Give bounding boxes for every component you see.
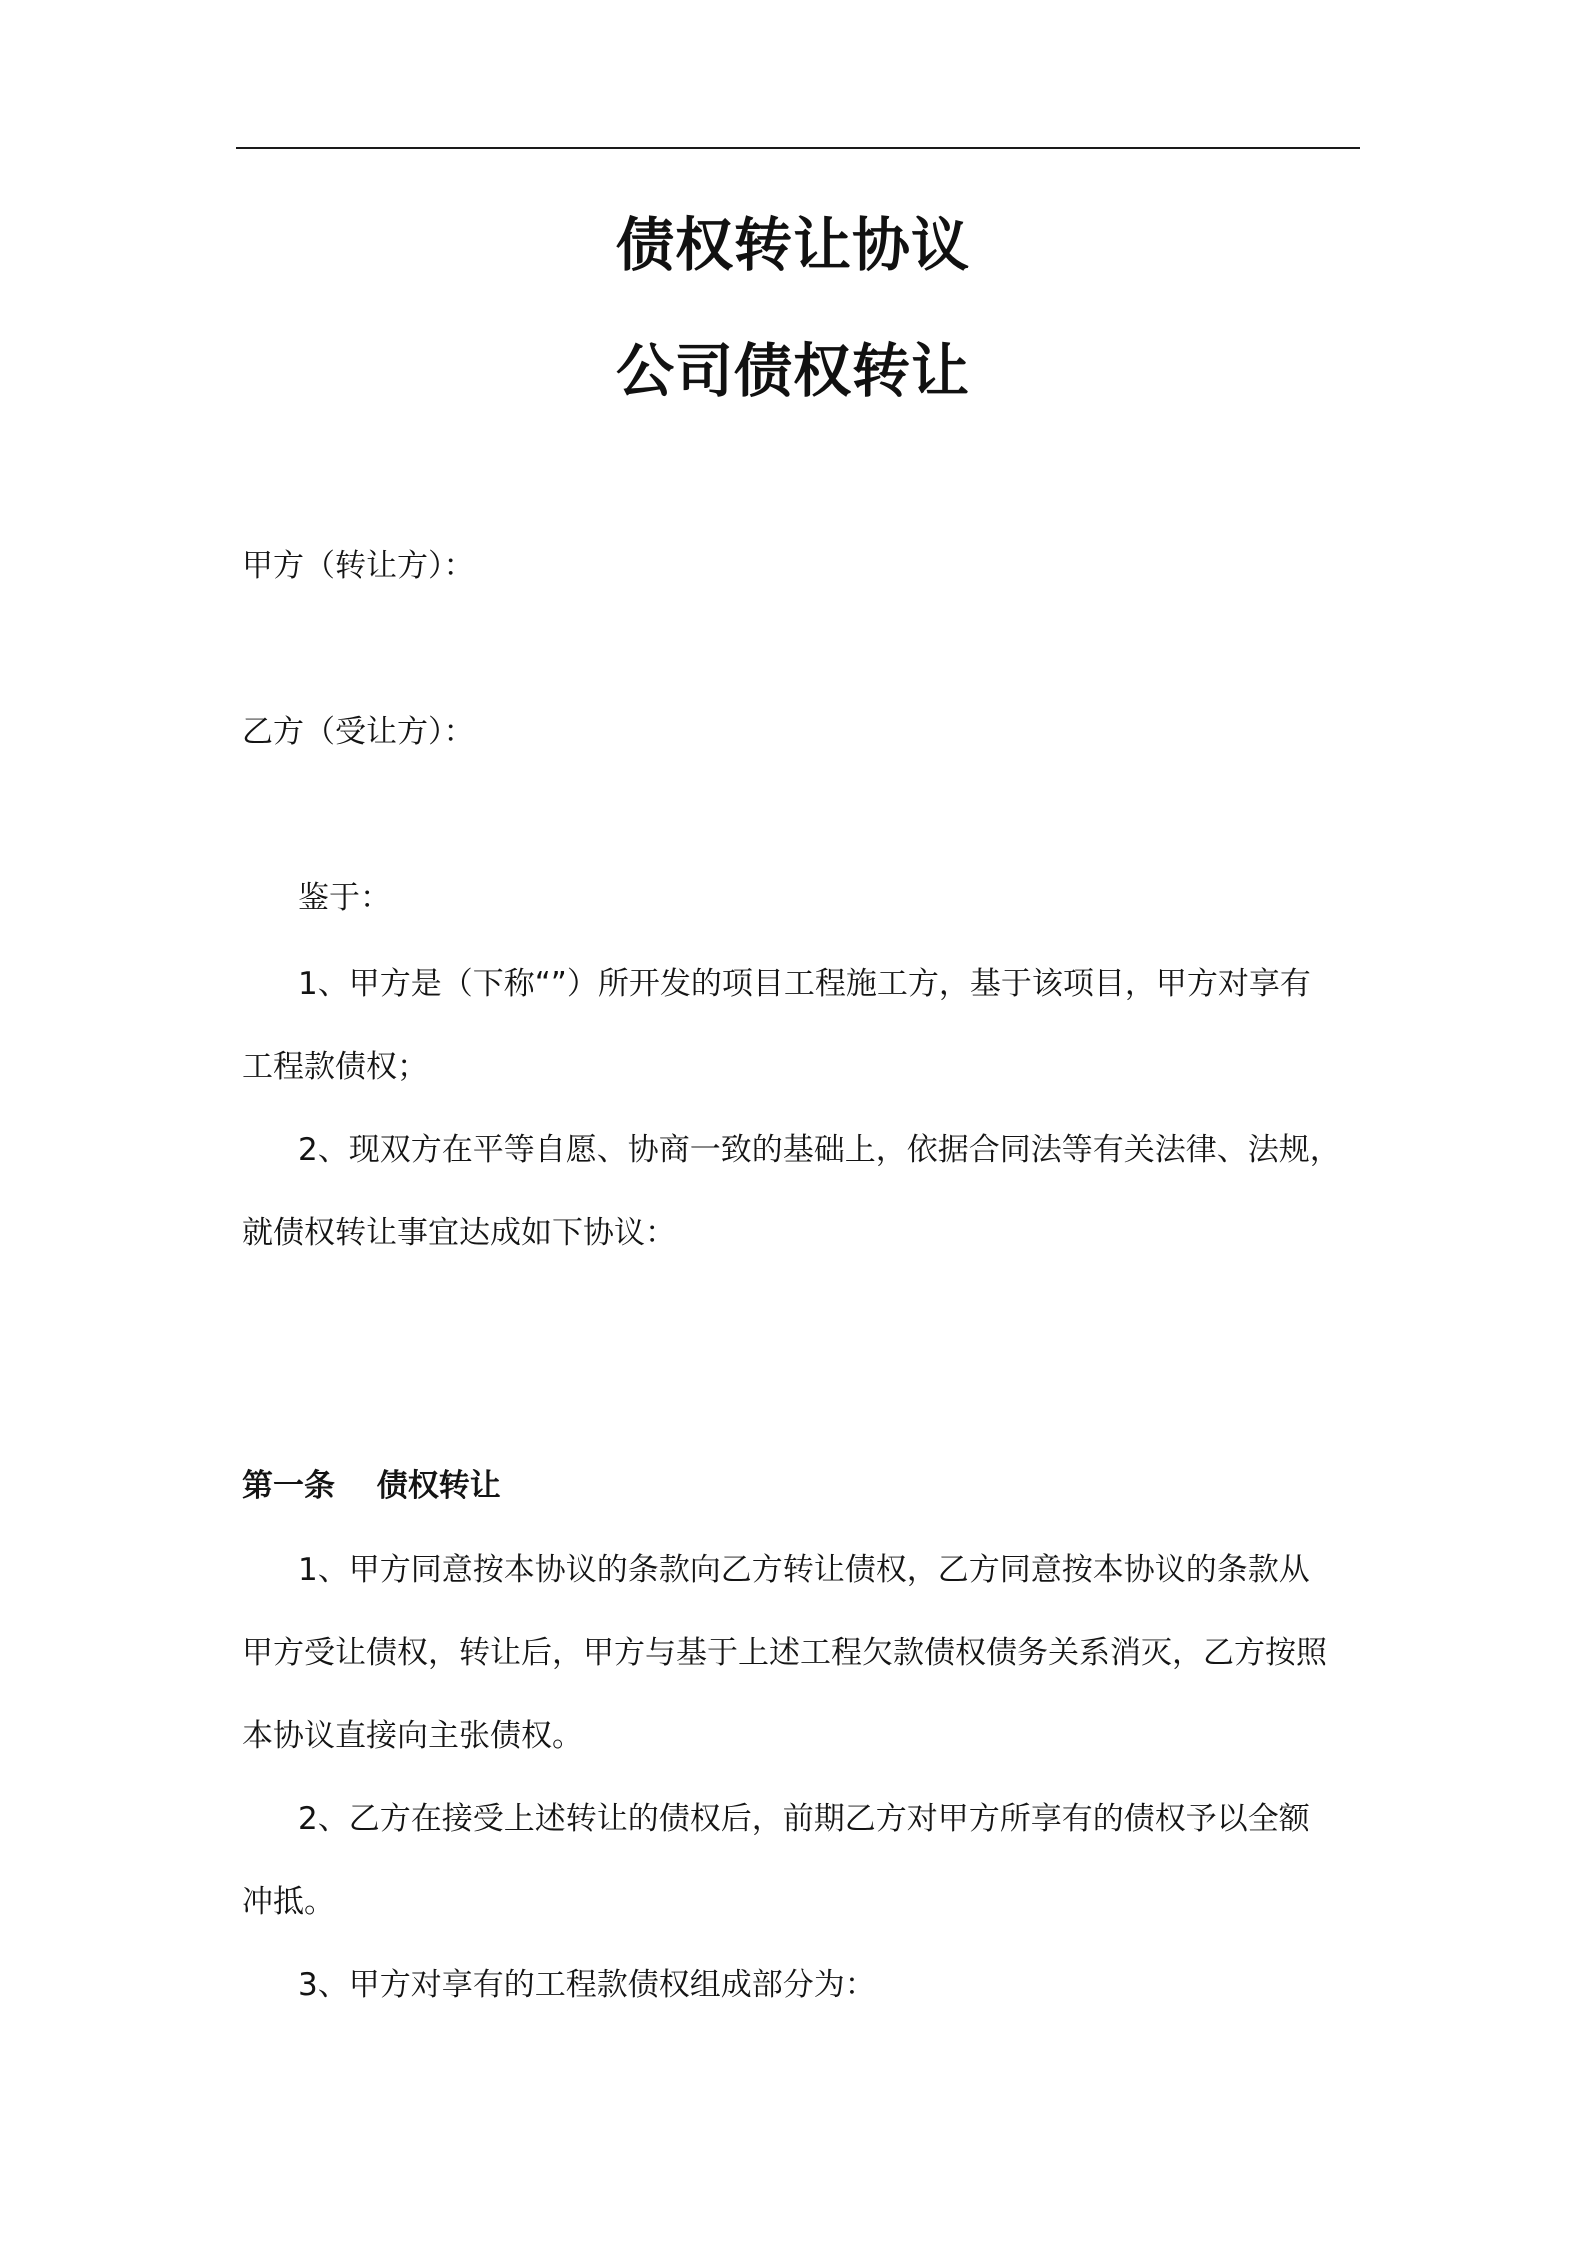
document-subtitle: 公司债权转让: [615, 337, 970, 405]
party-a-label: 甲方（转让方）：: [242, 548, 475, 584]
whereas-item-1-line-1: 1、甲方是（下称“”）所开发的项目工程施工方，基于该项目，甲方对享有: [298, 966, 1311, 1002]
article-1-para-3-line-1: 3、甲方对享有的工程款债权组成部分为：: [298, 1967, 876, 2003]
article-1-para-2-line-1: 2、乙方在接受上述转让的债权后，前期乙方对甲方所享有的债权予以全额: [298, 1801, 1310, 1837]
article-1-para-1-line-1: 1、甲方同意按本协议的条款向乙方转让债权，乙方同意按本协议的条款从: [298, 1552, 1310, 1588]
party-b-label: 乙方（受让方）：: [242, 714, 475, 750]
document-title: 债权转让协议: [615, 211, 970, 279]
article-1-heading: 第一条 债权转让: [242, 1468, 501, 1504]
header-rule: [236, 147, 1360, 149]
whereas-item-1-line-2: 工程款债权；: [242, 1049, 428, 1085]
whereas-heading: 鉴于：: [298, 880, 391, 916]
article-1-para-2-line-2: 冲抵。: [242, 1884, 335, 1920]
whereas-item-2-line-1: 2、现双方在平等自愿、协商一致的基础上，依据合同法等有关法律、法规，: [298, 1132, 1341, 1168]
article-1-para-1-line-2: 甲方受让债权，转让后，甲方与基于上述工程欠款债权债务关系消灭，乙方按照: [242, 1635, 1327, 1671]
article-1-para-1-line-3: 本协议直接向主张债权。: [242, 1718, 583, 1754]
whereas-item-2-line-2: 就债权转让事宜达成如下协议：: [242, 1215, 676, 1251]
